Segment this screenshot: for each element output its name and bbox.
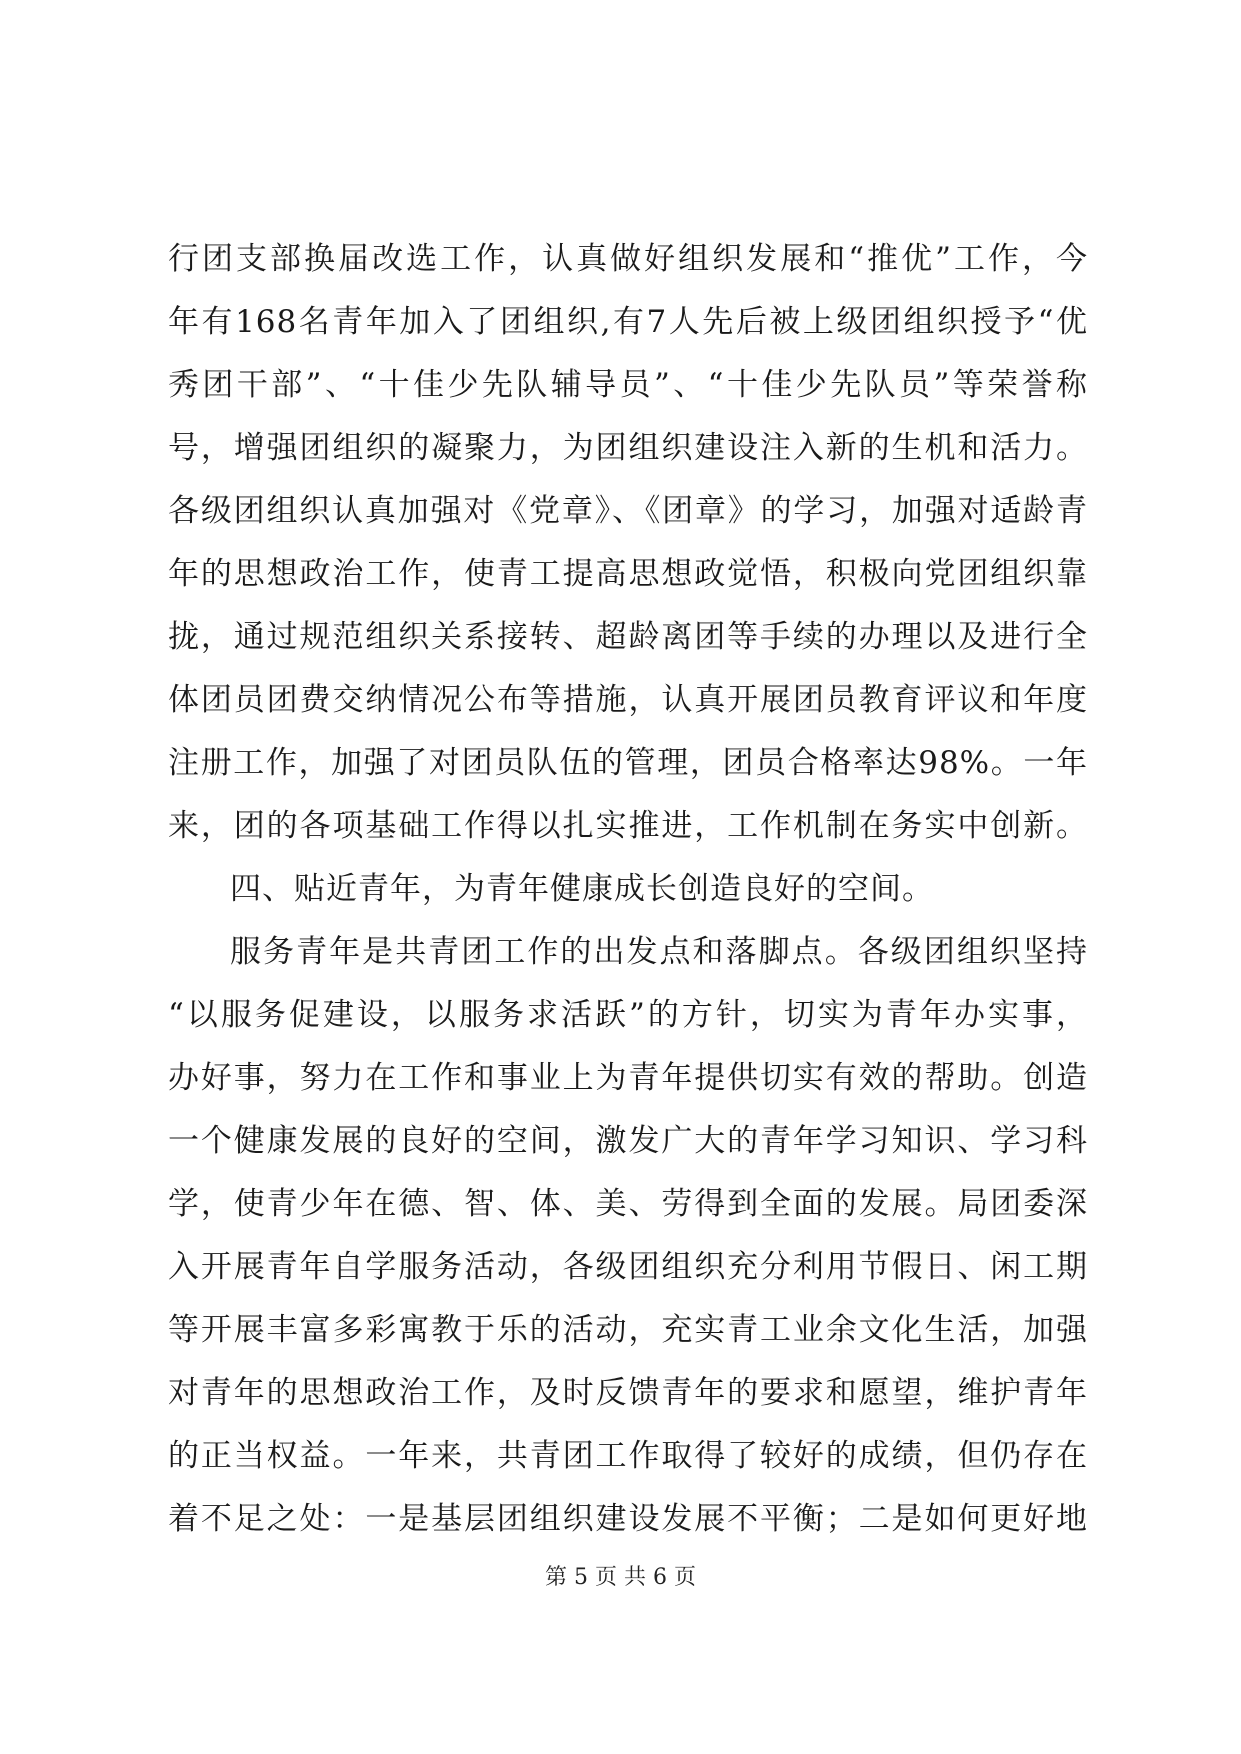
- text-line: 的正当权益。一年来，共青团工作取得了较好的成绩，但仍存在: [168, 1438, 1088, 1474]
- body-text: [168, 228, 1088, 1551]
- text-line: 注册工作，加强了对团员队伍的管理，团员合格率达98%。一年: [168, 745, 1088, 781]
- text-line: 对青年的思想政治工作，及时反馈青年的要求和愿望，维护青年: [168, 1375, 1088, 1411]
- text-line: 秀团干部”、“十佳少先队辅导员”、“十佳少先队员”等荣誉称: [168, 367, 1088, 403]
- section-heading: 四、贴近青年，为青年健康成长创造良好的空间。: [230, 871, 934, 907]
- text-line: 办好事，努力在工作和事业上为青年提供切实有效的帮助。创造: [168, 1060, 1088, 1096]
- text-line: 拢，通过规范组织关系接转、超龄离团等手续的办理以及进行全: [168, 619, 1088, 655]
- text-line: 着不足之处：一是基层团组织建设发展不平衡；二是如何更好地: [168, 1501, 1088, 1537]
- text-line: 体团员团费交纳情况公布等措施，认真开展团员教育评议和年度: [168, 682, 1088, 718]
- text-line: 号，增强团组织的凝聚力，为团组织建设注入新的生机和活力。: [168, 430, 1088, 466]
- text-line: 行团支部换届改选工作，认真做好组织发展和“推优”工作，今: [168, 241, 1088, 277]
- text-line: 学，使青少年在德、智、体、美、劳得到全面的发展。局团委深: [168, 1186, 1088, 1222]
- text-line: 各级团组织认真加强对《党章》、《团章》的学习，加强对适龄青: [168, 493, 1088, 529]
- text-line: 入开展青年自学服务活动，各级团组织充分利用节假日、闲工期: [168, 1249, 1088, 1285]
- page-footer: 第 5 页 共 6 页: [545, 1565, 696, 1590]
- text-line: 年的思想政治工作，使青工提高思想政觉悟，积极向党团组织靠: [168, 556, 1088, 592]
- text-line: 服务青年是共青团工作的出发点和落脚点。各级团组织坚持: [230, 934, 1088, 970]
- text-line: 等开展丰富多彩寓教于乐的活动，充实青工业余文化生活，加强: [168, 1312, 1088, 1348]
- text-line: 一个健康发展的良好的空间，激发广大的青年学习知识、学习科: [168, 1123, 1088, 1159]
- text-line: 年有168名青年加入了团组织,有7人先后被上级团组织授予“优: [168, 304, 1088, 340]
- text-line: 来，团的各项基础工作得以扎实推进，工作机制在务实中创新。: [168, 808, 1088, 844]
- text-line: “以服务促建设，以服务求活跃”的方针，切实为青年办实事，: [168, 997, 1088, 1033]
